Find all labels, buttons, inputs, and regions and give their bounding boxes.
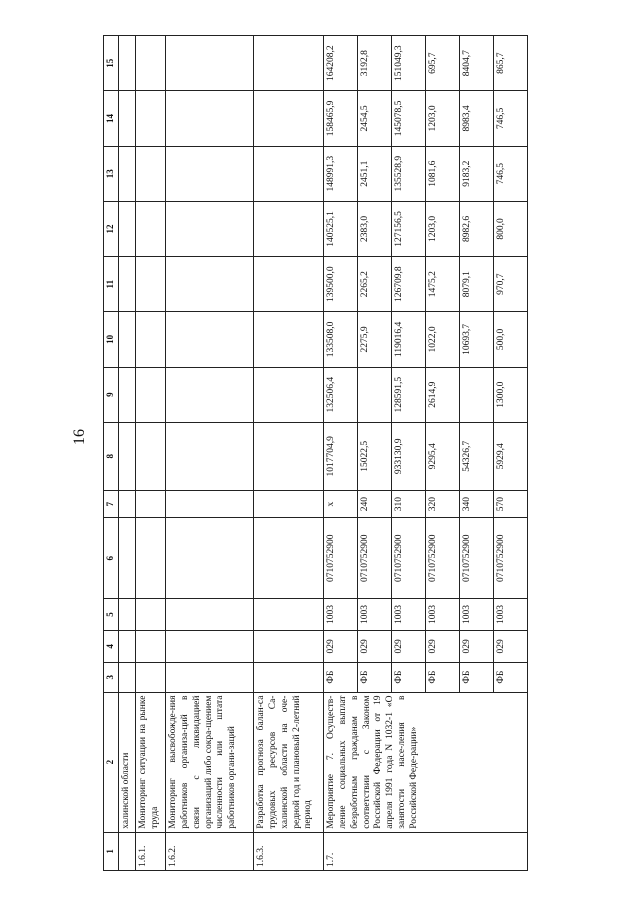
table-cell: 0710752900 — [425, 518, 459, 599]
table-cell: 1203,0 — [425, 201, 459, 256]
table-cell: 0710752900 — [357, 518, 391, 599]
table-cell — [253, 36, 323, 91]
budget-table — [103, 35, 528, 871]
table-cell: 126709,8 — [391, 257, 425, 312]
header-cell: 8 — [104, 422, 119, 490]
table-cell — [165, 91, 253, 146]
table-cell — [135, 422, 165, 490]
table-cell — [253, 630, 323, 662]
table-cell: 151049,3 — [391, 36, 425, 91]
table-cell — [135, 146, 165, 201]
table-cell: 1003 — [493, 599, 527, 631]
table-cell — [165, 312, 253, 367]
table-cell — [253, 312, 323, 367]
table-cell — [119, 518, 136, 599]
table-cell — [253, 518, 323, 599]
table-row — [165, 36, 253, 871]
header-cell: 11 — [104, 257, 119, 312]
table-cell: 139500,0 — [323, 257, 357, 312]
table-cell — [165, 662, 253, 692]
header-row — [104, 36, 119, 871]
table-cell: 8079,1 — [459, 257, 493, 312]
table-cell: 240 — [357, 490, 391, 518]
table-cell — [119, 91, 136, 146]
table-cell — [253, 367, 323, 422]
table-cell: ФБ — [323, 662, 357, 692]
table-cell: 029 — [391, 630, 425, 662]
table-cell — [165, 422, 253, 490]
table-cell — [165, 367, 253, 422]
table-cell — [135, 518, 165, 599]
table-row — [119, 36, 136, 871]
table-cell — [253, 146, 323, 201]
item-number-cell: 1.6.2. — [165, 832, 253, 870]
table-cell: 1022,0 — [425, 312, 459, 367]
table-cell: 140525,1 — [323, 201, 357, 256]
table-cell: ФБ — [391, 662, 425, 692]
header-cell: 14 — [104, 91, 119, 146]
table-cell: 695,7 — [425, 36, 459, 91]
table-cell — [135, 36, 165, 91]
table-cell — [119, 36, 136, 91]
table-cell: 135528,9 — [391, 146, 425, 201]
table-cell — [165, 630, 253, 662]
table-cell: 0710752900 — [493, 518, 527, 599]
table-cell: 9183,2 — [459, 146, 493, 201]
table-cell — [135, 367, 165, 422]
table-cell: 127156,5 — [391, 201, 425, 256]
table-row — [323, 36, 357, 871]
header-cell: 13 — [104, 146, 119, 201]
table-cell — [119, 599, 136, 631]
table-cell: 029 — [459, 630, 493, 662]
item-number-cell — [119, 832, 136, 870]
table-cell — [253, 422, 323, 490]
table-cell — [459, 367, 493, 422]
table-cell — [253, 490, 323, 518]
table-cell: 1203,0 — [425, 91, 459, 146]
table-cell: 158465,9 — [323, 91, 357, 146]
header-cell: 5 — [104, 599, 119, 631]
table-cell — [253, 257, 323, 312]
table-cell: 1475,2 — [425, 257, 459, 312]
table-cell: 1300,0 — [493, 367, 527, 422]
table-cell — [135, 257, 165, 312]
table-cell: 029 — [493, 630, 527, 662]
table-cell — [135, 201, 165, 256]
table-cell — [135, 91, 165, 146]
table-cell — [119, 312, 136, 367]
table-cell — [119, 490, 136, 518]
table-cell: 029 — [323, 630, 357, 662]
table-cell: ФБ — [425, 662, 459, 692]
table-cell — [135, 312, 165, 367]
table-cell: 164208,2 — [323, 36, 357, 91]
item-number-cell: 1.6.3. — [253, 832, 323, 870]
table-cell: 029 — [425, 630, 459, 662]
table-cell — [119, 630, 136, 662]
item-description-cell: халинской области — [119, 692, 136, 832]
table-cell: 1003 — [425, 599, 459, 631]
header-cell: 9 — [104, 367, 119, 422]
table-cell: ФБ — [493, 662, 527, 692]
table-cell: 0710752900 — [391, 518, 425, 599]
table-cell: 746,5 — [493, 146, 527, 201]
table-cell: 1017704,9 — [323, 422, 357, 490]
table-cell: 970,7 — [493, 257, 527, 312]
table-cell: 2454,5 — [357, 91, 391, 146]
table-cell: 2265,2 — [357, 257, 391, 312]
header-cell: 3 — [104, 662, 119, 692]
item-description-cell: Разработка прогноза балан-са трудовых ресурсов Са-халинской области на оче-редной год и плановый 2-летний период — [253, 692, 323, 832]
table-cell — [119, 146, 136, 201]
table-row — [135, 36, 165, 871]
page-number: 16 — [71, 429, 88, 445]
table-cell: 1003 — [391, 599, 425, 631]
table-cell: 865,7 — [493, 36, 527, 91]
header-cell: 6 — [104, 518, 119, 599]
table-cell — [119, 201, 136, 256]
table-cell: 1003 — [357, 599, 391, 631]
table-cell: 2451,1 — [357, 146, 391, 201]
table-cell — [253, 201, 323, 256]
item-description-cell: Мероприятие 7. Осуществ-ление социальных выплат безработным гражданам в соответствии с Законом Российской Федерации от 19 апреля 1991 года N 1032-1 «О занятости насе-ления в Российской Феде-рации» — [323, 692, 527, 832]
table-cell: 54326,7 — [459, 422, 493, 490]
table-cell — [253, 662, 323, 692]
table-cell: 2275,9 — [357, 312, 391, 367]
header-cell: 1 — [104, 832, 119, 870]
item-description-cell: Мониторинг ситуации на рынке труда — [135, 692, 165, 832]
table-row — [253, 36, 323, 871]
table-cell: 1081,6 — [425, 146, 459, 201]
item-number-cell: 1.7. — [323, 832, 527, 870]
table-cell — [135, 630, 165, 662]
table-cell: 3192,8 — [357, 36, 391, 91]
table-cell: 2383,0 — [357, 201, 391, 256]
header-cell: 4 — [104, 630, 119, 662]
table-cell: 132506,4 — [323, 367, 357, 422]
table-cell: 119016,4 — [391, 312, 425, 367]
table-cell: 8982,6 — [459, 201, 493, 256]
table-cell — [165, 518, 253, 599]
table-cell — [135, 599, 165, 631]
table-cell: 128591,5 — [391, 367, 425, 422]
header-cell: 15 — [104, 36, 119, 91]
table-cell — [119, 662, 136, 692]
table-cell: 1003 — [459, 599, 493, 631]
header-cell: 12 — [104, 201, 119, 256]
table-cell — [135, 662, 165, 692]
table-cell — [253, 599, 323, 631]
table-cell: 500,0 — [493, 312, 527, 367]
table-cell: 310 — [391, 490, 425, 518]
table-cell: 800,0 — [493, 201, 527, 256]
table-cell — [165, 490, 253, 518]
table-cell: 8983,4 — [459, 91, 493, 146]
table-cell: 029 — [357, 630, 391, 662]
table-cell: 0710752900 — [459, 518, 493, 599]
table-cell: 10693,7 — [459, 312, 493, 367]
table-cell: 340 — [459, 490, 493, 518]
table-cell: 1003 — [323, 599, 357, 631]
table-cell: 15022,5 — [357, 422, 391, 490]
table-cell: 5929,4 — [493, 422, 527, 490]
table-cell: 148991,3 — [323, 146, 357, 201]
table-cell: 933130,9 — [391, 422, 425, 490]
rotated-table-container — [103, 35, 513, 871]
table-cell: 320 — [425, 490, 459, 518]
header-cell: 10 — [104, 312, 119, 367]
header-cell: 7 — [104, 490, 119, 518]
table-cell — [119, 257, 136, 312]
item-description-cell: Мониторинг высвобожде-ния работников организа-ций в связи с ликвидацией организаций либо сокра-щением численности или штата работников органи-заций — [165, 692, 253, 832]
table-cell — [165, 599, 253, 631]
table-cell — [165, 146, 253, 201]
table-cell — [253, 91, 323, 146]
table-cell: 8404,7 — [459, 36, 493, 91]
table-cell — [119, 367, 136, 422]
table-cell: x — [323, 490, 357, 518]
table-cell: 9295,4 — [425, 422, 459, 490]
table-cell — [165, 201, 253, 256]
header-cell: 2 — [104, 692, 119, 832]
table-cell — [165, 257, 253, 312]
table-cell: 133508,0 — [323, 312, 357, 367]
table-cell: 746,5 — [493, 91, 527, 146]
table-cell — [165, 36, 253, 91]
table-cell — [119, 422, 136, 490]
table-cell: 0710752900 — [323, 518, 357, 599]
table-cell: 2614,9 — [425, 367, 459, 422]
item-number-cell: 1.6.1. — [135, 832, 165, 870]
table-cell — [135, 490, 165, 518]
table-cell: 570 — [493, 490, 527, 518]
table-cell — [357, 367, 391, 422]
table-cell: ФБ — [459, 662, 493, 692]
table-cell: 145078,5 — [391, 91, 425, 146]
table-cell: ФБ — [357, 662, 391, 692]
